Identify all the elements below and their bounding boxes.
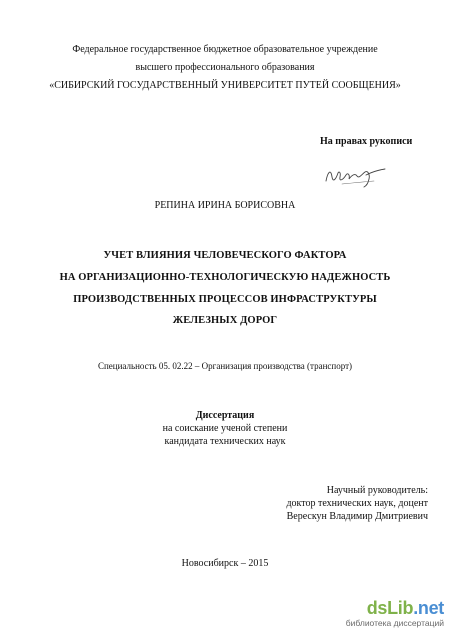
- place-year: Новосибирск – 2015: [181, 558, 269, 569]
- header-line-2: высшего профессионального образования: [135, 62, 315, 73]
- header-line-1: Федеральное государственное бюджетное образовательное учреждение: [72, 44, 378, 55]
- handwritten-signature-icon: [322, 163, 388, 189]
- dissertation-field: кандидата технических наук: [164, 436, 286, 447]
- advisor-name: Верескун Владимир Дмитриевич: [286, 511, 428, 522]
- author-name: РЕПИНА ИРИНА БОРИСОВНА: [154, 200, 296, 211]
- specialty: Специальность 05. 02.22 – Организация производства (транспорт): [97, 361, 353, 371]
- title-line-2: НА ОРГАНИЗАЦИОННО-ТЕХНОЛОГИЧЕСКУЮ НАДЕЖНОСТЬ: [59, 272, 391, 283]
- title-line-1: УЧЕТ ВЛИЯНИЯ ЧЕЛОВЕЧЕСКОГО ФАКТОРА: [103, 250, 347, 261]
- dissertation-label: Диссертация: [195, 410, 255, 421]
- rights-label: На правах рукописи: [320, 136, 413, 147]
- dslib-logo: [367, 598, 444, 619]
- logo-part-1: dsLib: [366, 598, 414, 618]
- advisor-label: Научный руководитель:: [326, 485, 428, 496]
- header-line-3: «СИБИРСКИЙ ГОСУДАРСТВЕННЫЙ УНИВЕРСИТЕТ ПУТЕЙ СООБЩЕНИЯ»: [49, 80, 401, 91]
- advisor-degree: доктор технических наук, доцент: [286, 498, 428, 509]
- dissertation-degree: на соискание ученой степени: [162, 423, 288, 434]
- title-line-4: ЖЕЛЕЗНЫХ ДОРОГ: [172, 315, 278, 326]
- logo-part-2: .net: [413, 598, 444, 618]
- title-line-3: ПРОИЗВОДСТВЕННЫХ ПРОЦЕССОВ ИНФРАСТРУКТУРЫ: [73, 294, 377, 305]
- watermark-subtitle: библиотека диссертаций: [345, 618, 444, 628]
- dslib-watermark: [314, 598, 444, 630]
